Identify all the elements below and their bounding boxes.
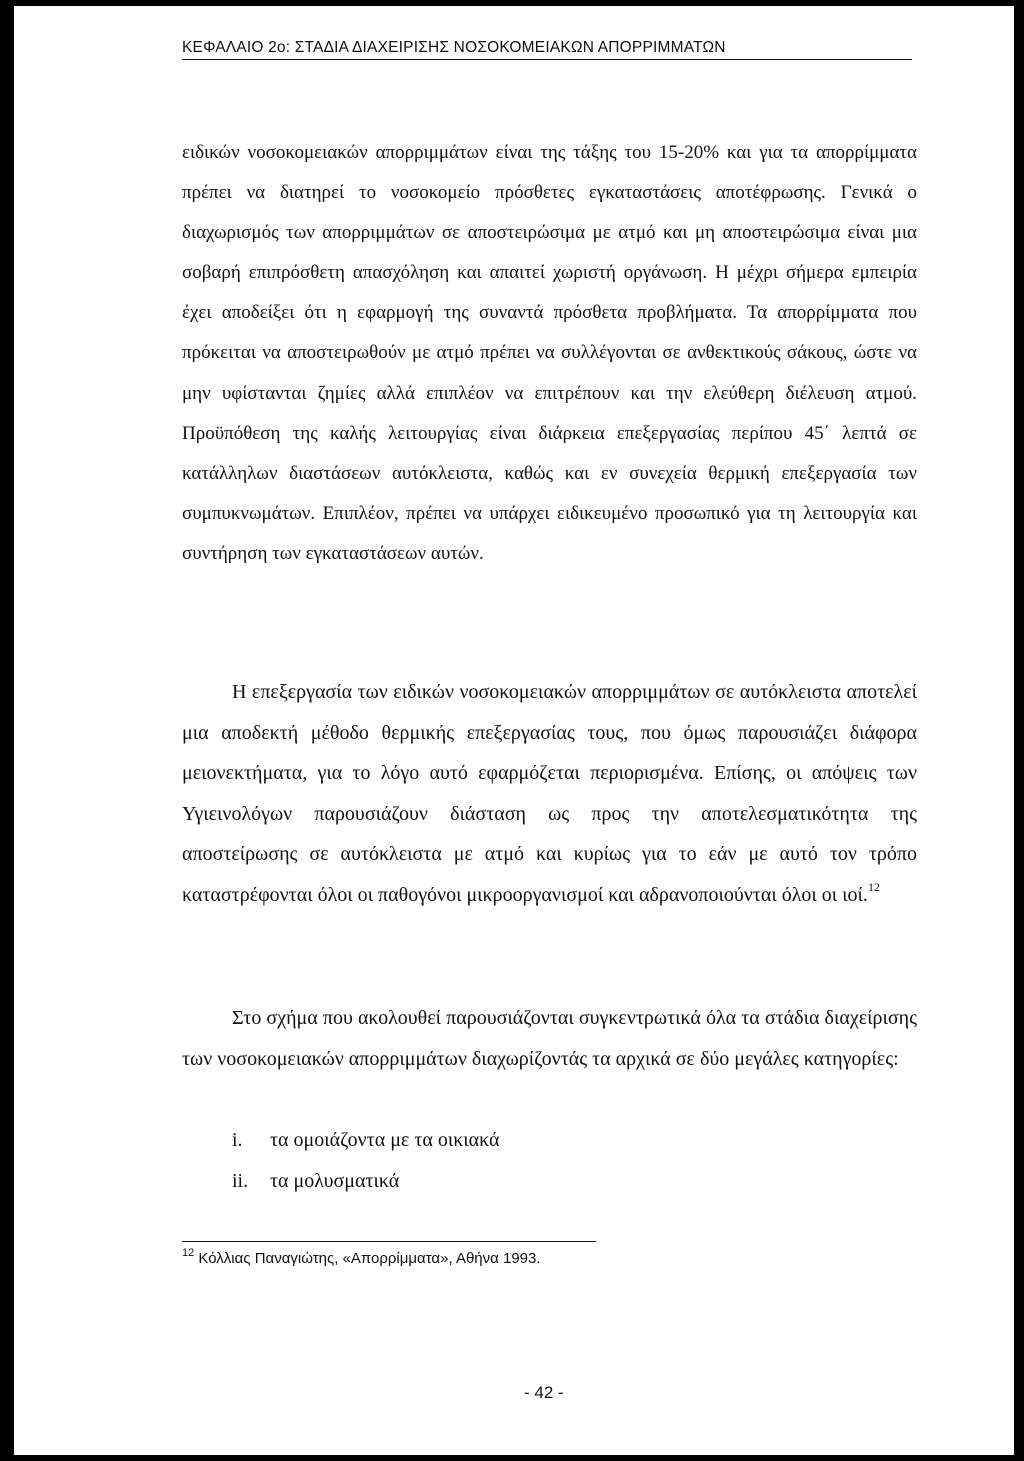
list-item-number: i.: [232, 1129, 243, 1151]
list-item: [232, 1120, 500, 1161]
list-item-text: τα μολυσματικά: [270, 1170, 400, 1192]
category-list: [232, 1120, 500, 1202]
list-item: [232, 1161, 500, 1202]
footnote-reference[interactable]: 12: [867, 879, 880, 894]
page-number: - 42 -: [524, 1383, 564, 1402]
footnote-marker: 12: [182, 1247, 195, 1259]
footnote-text: Κόλλιας Παναγιώτης, «Απορρίμματα», Αθήνα 1993.: [198, 1250, 541, 1267]
paragraph-1: ειδικών νοσοκομειακών απορριμμάτων είναι της τάξης του 15-20% και για τα απορρίμματα πρέπει να διατηρεί το νοσοκομείο πρόσθετες εγκαταστάσεις αποτέφρωσης. Γενικά ο διαχωρισμός των απορριμμάτων σε αποστειρώσιμα με ατμό και μη αποστειρώσιμα είναι μια σοβαρή επιπρόσθετη απασχόληση και απαιτεί χωριστή οργάνωση. Η μέχρι σήμερα εμπειρία έχει αποδείξει ότι η εφαρμογή της συναντά πρόσθετα προβλήματα. Τα απορρίμματα που πρόκειται να αποστειρωθούν με ατμό πρέπει να συλλέγονται σε ανθεκτικούς σάκους, ώστε να μην υφίστανται ζημίες αλλά επιπλέον να επιτρέπουν και την ελεύθερη διέλευση ατμού. Προϋπόθεση της καλής λειτουργίας είναι διάρκεια επεξεργασίας περίπου 45΄ λεπτά σε κατάλληλων διαστάσεων αυτόκλειστα, καθώς και εν συνεχεία θερμική επεξεργασία των συμπυκνωμάτων. Επιπλέον, πρέπει να υπάρχει ειδικευμένο προσωπικό για τη λειτουργία και συντήρηση των εγκαταστάσεων αυτών.: [182, 142, 917, 564]
footnote: [182, 1247, 541, 1267]
running-header: ΚΕΦΑΛΑΙΟ 2ο: ΣΤΑΔΙΑ ΔΙΑΧΕΙΡΙΣΗΣ ΝΟΣΟΚΟΜΕΙΑΚΩΝ ΑΠΟΡΡΙΜΜΑΤΩΝ: [182, 39, 912, 60]
document-page: [14, 6, 1014, 1455]
list-item-number: ii.: [232, 1170, 249, 1192]
list-item-text: τα ομοιάζοντα με τα οικιακά: [270, 1129, 500, 1151]
footnote-separator: [182, 1241, 596, 1242]
paragraph-2-text: Η επεξεργασία των ειδικών νοσοκομειακών απορριμμάτων σε αυτόκλειστα αποτελεί μια αποδεκτή μέθοδο θερμικής επεξεργασίας τους, που όμως παρουσιάζει διάφορα μειονεκτήματα, για το λόγο αυτό εφαρμόζεται περιορισμένα. Επίσης, οι απόψεις των Υγιεινολόγων παρουσιάζουν διάσταση ως προς την αποτελεσματικότητα της αποστείρωσης σε αυτόκλειστα με ατμό και κυρίως για το εάν με αυτό τον τρόπο καταστρέφονται όλοι οι παθογόνοι μικροοργανισμοί και αδρανοποιούνται όλοι οι ιοί.: [182, 681, 917, 906]
paragraph-2: [182, 672, 917, 916]
paragraph-3: Στο σχήμα που ακολουθεί παρουσιάζονται συγκεντρωτικά όλα τα στάδια διαχείρισης των νοσοκομειακών απορριμμάτων διαχωρίζοντάς τα αρχικά σε δύο μεγάλες κατηγορίες:: [182, 1007, 917, 1070]
